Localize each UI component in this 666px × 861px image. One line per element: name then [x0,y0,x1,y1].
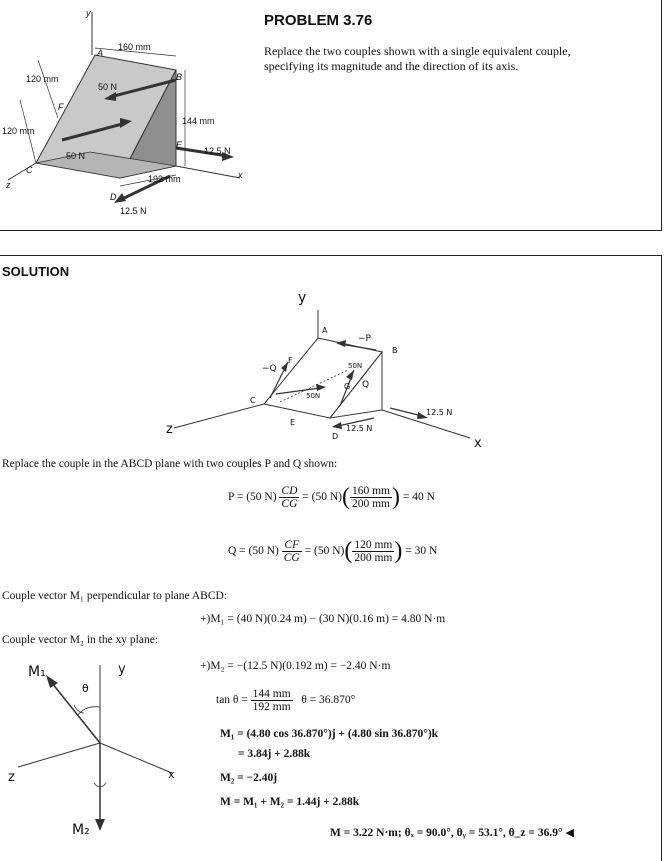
fig-point-c: C [26,165,33,175]
sol1-point-d: D [332,432,339,441]
fig-force-125a: 12.5 N [204,146,231,156]
fig-force-125b: 12.5 N [120,206,147,216]
answer-marker-icon: ◀ [565,827,574,839]
eq-q-frac2-den: 200 mm [354,552,393,564]
eq-p-rhs: = 40 N [402,491,435,504]
final-answer-text: M = 3.22 N·m; θₓ = 90.0°, θᵧ = 53.1°, θ_z = 36.9° [330,827,563,839]
eq-q-lhs: Q = (50 N) [228,545,279,558]
equation-m-sum: M = M₁ + M₂ = 1.44j + 2.88k [220,796,360,808]
sol1-z-axis-label: z [166,422,173,437]
couple-m1-line: Couple vector M₁ perpendicular to plane ABCD: [2,590,228,602]
fig-point-d: D [110,192,117,202]
sol1-point-c: C [250,396,256,405]
eq-q-frac1 [282,539,302,564]
eq-p-mid: = (50 N) [302,491,342,504]
sol2-m2-label: M₂ [72,822,90,838]
fig-dim-120b: 120 mm [2,126,35,136]
eq-p-frac2 [350,485,392,510]
sol1-x-axis-label: x [474,436,482,451]
sol1-q: Q [362,380,370,390]
sol2-y-label: y [118,662,126,677]
eq-q-frac1-num: CF [282,539,302,552]
eq-p-frac1-den: CG [281,498,298,510]
solution-figure-1 [160,290,500,450]
fig-point-a: A [97,48,104,58]
fig-dim-160: 160 mm [118,42,151,52]
fig-point-f: F [58,102,64,112]
fig-force-50a: 50 N [98,82,118,92]
sol1-f125a: 12.5 N [426,408,453,417]
eq-q-lparen: ( [344,538,353,564]
sol1-f50a: 50N [348,362,363,370]
equation-q [228,538,437,565]
sol1-f50b: 50N [306,392,321,400]
solution-figure-2 [0,655,200,855]
equation-m1: +)M₁ = (40 N)(0.24 m) − (30 N)(0.16 m) = 4.80 N·m [200,613,446,625]
sol2-m1-label: M₁ [28,664,46,680]
problem-title: PROBLEM 3.76 [264,12,373,29]
fig-dim-120a: 120 mm [26,74,59,84]
eq-p-frac2-den: 200 mm [351,498,390,510]
equation-m2: +)M₂ = −(12.5 N)(0.192 m) = −2.40 N·m [200,660,391,672]
fig-point-e: E [176,140,183,150]
eq-q-mid: = (50 N) [304,545,345,558]
tan-frac-den: 192 mm [252,701,291,713]
sol1-y-axis-label: y [298,290,307,306]
tan-frac [251,688,293,713]
eq-p-lhs: P = (50 N) [228,491,277,504]
eq-p-frac1-num: CD [281,485,298,497]
sol1-neg-q: −Q [262,364,277,374]
sol1-point-g: G [344,382,351,391]
fig-force-50b: 50 N [66,151,86,161]
sol2-x-label: x [168,768,175,781]
tan-frac-num: 144 mm [252,688,291,700]
equation-m1-vector: M₁ = (4.80 cos 36.870°)j + (4.80 sin 36.870°)k [220,728,439,740]
tan-lhs: tan θ = [216,694,248,707]
final-answer [330,826,574,839]
eq-p-frac1 [279,485,299,510]
fig-point-b: B [176,72,183,82]
equation-m1-vector-2: = 3.84j + 2.88k [238,748,311,760]
replace-couple-line: Replace the couple in the ABCD plane with two couples P and Q shown: [2,458,338,470]
eq-q-frac2 [352,539,394,564]
fig-x-axis-label: x [238,170,243,180]
fig-dim-144: 144 mm [182,116,215,126]
equation-tan [216,688,355,713]
tan-rhs: θ = 36.870° [301,694,356,707]
eq-q-rhs: = 30 N [405,545,438,558]
couple-m2-line: Couple vector M₂ in the xy plane: [2,634,159,646]
eq-q-frac1-den: CG [283,552,300,564]
sol1-f125b: 12.5 N [346,424,373,433]
sol1-point-f: F [288,356,293,365]
eq-p-lparen: ( [341,484,350,510]
equation-m2-vector: M₂ = −2.40j [220,772,278,784]
fig-dim-192: 192 mm [148,174,181,184]
sol2-theta-label: θ [82,682,89,695]
problem-statement-line1: Replace the two couples shown with a single equivalent couple, [264,44,571,58]
problem-figure [0,0,260,225]
eq-q-rparen: ) [394,538,403,564]
fig-y-axis-label: y [86,8,91,18]
eq-q-frac2-num: 120 mm [354,539,393,551]
equation-p [228,484,435,511]
sol1-point-a: A [322,326,328,335]
sol1-point-e: E [290,418,296,427]
sol1-neg-p: −P [358,334,371,344]
sol1-point-b: B [392,346,398,355]
solution-heading: SOLUTION [2,264,70,279]
problem-statement-line2: specifying its magnitude and the direction of its axis. [264,59,519,73]
sol2-z-label: z [8,770,15,785]
eq-p-rparen: ) [392,484,400,510]
fig-z-axis-label: z [6,180,11,190]
eq-p-frac2-num: 160 mm [351,485,390,497]
